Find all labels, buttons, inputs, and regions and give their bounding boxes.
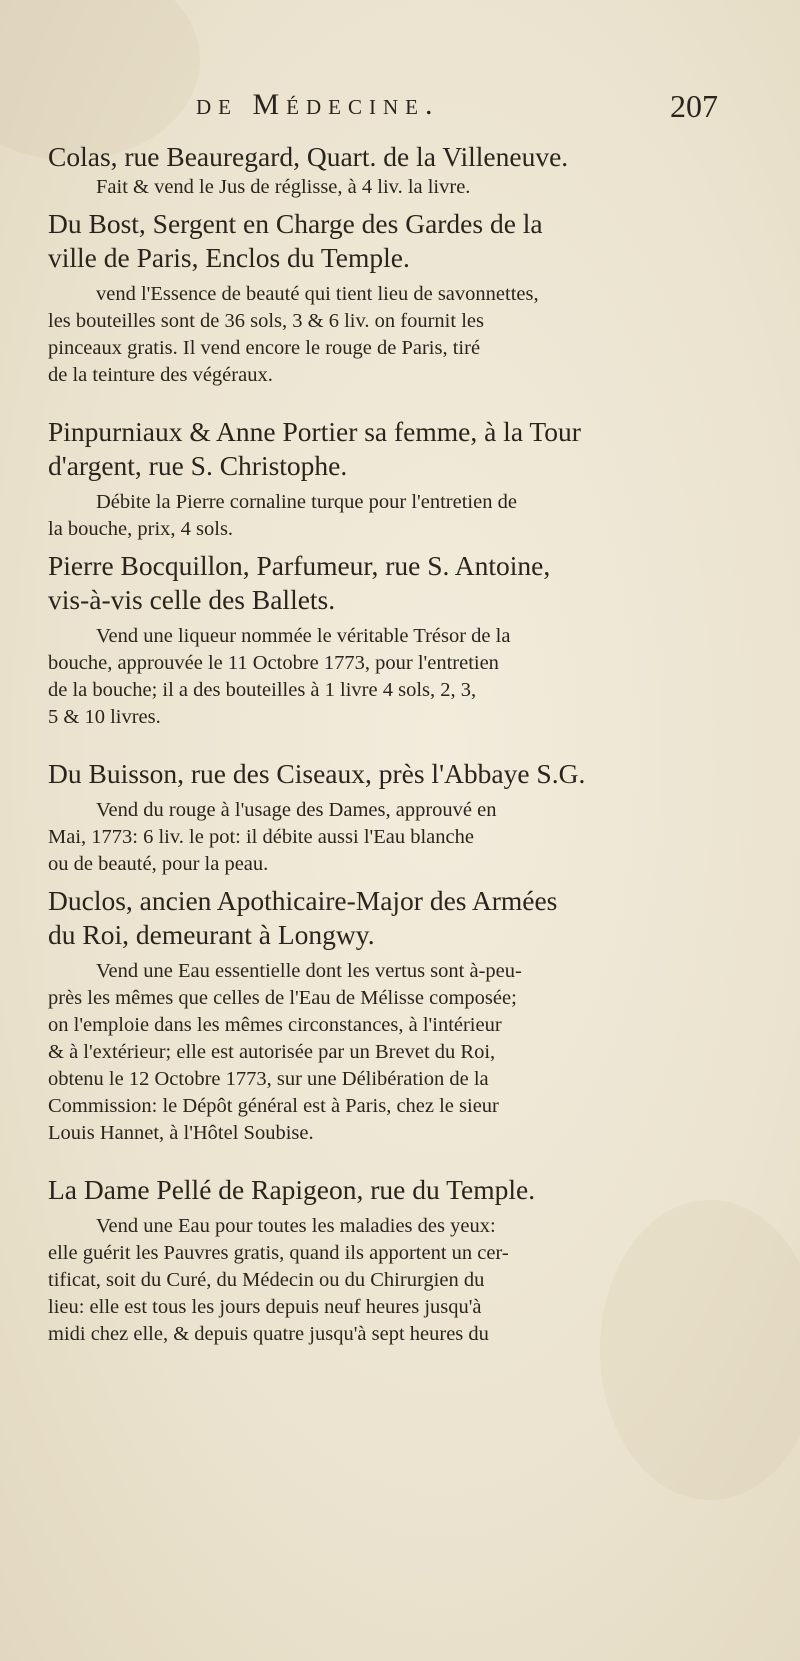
- entry-description-line: pinceaux gratis. Il vend encore le rouge de Paris, tiré: [48, 337, 481, 359]
- entry-description-line: bouche, approuvée le 11 Octobre 1773, pour l'entretien: [48, 652, 499, 674]
- entry-description-line: ou de beauté, pour la peau.: [48, 853, 269, 875]
- entry-description: [48, 281, 728, 389]
- entry-description-line: Vend du rouge à l'usage des Dames, approuvé en: [96, 799, 497, 821]
- entry-description: [48, 174, 728, 201]
- directory-entry: [48, 884, 728, 1147]
- entry-description-line: de la bouche; il a des bouteilles à 1 livre 4 sols, 2, 3,: [48, 679, 477, 701]
- entry-name-line: Colas, rue Beauregard, Quart. de la Villeneuve.: [48, 141, 569, 172]
- entry-description-line: Débite la Pierre cornaline turque pour l'entretien de: [96, 491, 517, 513]
- entry-description-line: la bouche, prix, 4 sols.: [48, 518, 234, 540]
- entry-name-line: vis-à-vis celle des Ballets.: [48, 584, 336, 615]
- entry-description: [48, 623, 728, 731]
- entry-name-line: ville de Paris, Enclos du Temple.: [48, 242, 410, 273]
- entry-description-line: tificat, soit du Curé, du Médecin ou du Chirurgien du: [48, 1269, 485, 1291]
- directory-entry: [48, 207, 728, 389]
- entry-description: [48, 1213, 728, 1348]
- directory-entry: [48, 757, 728, 878]
- directory-entry: [48, 140, 728, 201]
- entry-description-line: les bouteilles sont de 36 sols, 3 & 6 liv. on fournit les: [48, 310, 484, 332]
- directory-entry: [48, 549, 728, 731]
- entry-description-line: Fait & vend le Jus de réglisse, à 4 liv. la livre.: [96, 176, 471, 198]
- entry-description-line: Vend une Eau pour toutes les maladies des yeux:: [96, 1215, 496, 1237]
- entry-description-line: Mai, 1773: 6 liv. le pot: il débite aussi l'Eau blanche: [48, 826, 474, 848]
- entry-name: [48, 757, 728, 791]
- entry-description: [48, 489, 728, 543]
- entry-name: [48, 207, 728, 275]
- entry-description-line: Commission: le Dépôt général est à Paris, chez le sieur: [48, 1095, 499, 1117]
- entry-description-line: elle guérit les Pauvres gratis, quand ils apportent un cer-: [48, 1242, 509, 1264]
- entry-description-line: 5 & 10 livres.: [48, 706, 161, 728]
- entry-name-line: La Dame Pellé de Rapigeon, rue du Temple.: [48, 1174, 536, 1205]
- entry-name: [48, 1173, 728, 1207]
- entry-name: [48, 549, 728, 617]
- entry-description-line: de la teinture des végéraux.: [48, 364, 273, 386]
- entry-name: [48, 884, 728, 952]
- entry-list: [48, 140, 728, 1348]
- entry-name: [48, 140, 728, 174]
- entry-description-line: & à l'extérieur; elle est autorisée par un Brevet du Roi,: [48, 1041, 496, 1063]
- entry-name-line: Du Buisson, rue des Ciseaux, près l'Abbaye S.G.: [48, 758, 586, 789]
- entry-description-line: vend l'Essence de beauté qui tient lieu de savonnettes,: [96, 283, 539, 305]
- entry-description-line: Vend une Eau essentielle dont les vertus sont à-peu-: [96, 960, 522, 982]
- entry-name-line: du Roi, demeurant à Longwy.: [48, 919, 375, 950]
- page-number: 207: [670, 88, 718, 124]
- entry-description-line: Louis Hannet, à l'Hôtel Soubise.: [48, 1122, 314, 1144]
- entry-name-line: Duclos, ancien Apothicaire-Major des Armées: [48, 885, 558, 916]
- entry-description-line: Vend une liqueur nommée le véritable Trésor de la: [96, 625, 511, 647]
- entry-name-line: Pierre Bocquillon, Parfumeur, rue S. Antoine,: [48, 550, 551, 581]
- entry-description-line: midi chez elle, & depuis quatre jusqu'à sept heures du: [48, 1323, 489, 1345]
- entry-description-line: obtenu le 12 Octobre 1773, sur une Délibération de la: [48, 1068, 489, 1090]
- entry-name-line: Pinpurniaux & Anne Portier sa femme, à la Tour: [48, 416, 581, 447]
- entry-description: [48, 958, 728, 1147]
- entry-description-line: lieu: elle est tous les jours depuis neuf heures jusqu'à: [48, 1296, 482, 1318]
- paper-stain: [0, 0, 200, 160]
- entry-description: [48, 797, 728, 878]
- directory-entry: [48, 1173, 728, 1348]
- page-header: [0, 88, 800, 132]
- entry-description-line: on l'emploie dans les mêmes circonstances, à l'intérieur: [48, 1014, 502, 1036]
- directory-entry: [48, 415, 728, 543]
- entry-description-line: près les mêmes que celles de l'Eau de Mélisse composée;: [48, 987, 517, 1009]
- entry-name-line: Du Bost, Sergent en Charge des Gardes de la: [48, 208, 543, 239]
- entry-name: [48, 415, 728, 483]
- entry-name-line: d'argent, rue S. Christophe.: [48, 450, 348, 481]
- running-head: de Médecine.: [196, 88, 440, 121]
